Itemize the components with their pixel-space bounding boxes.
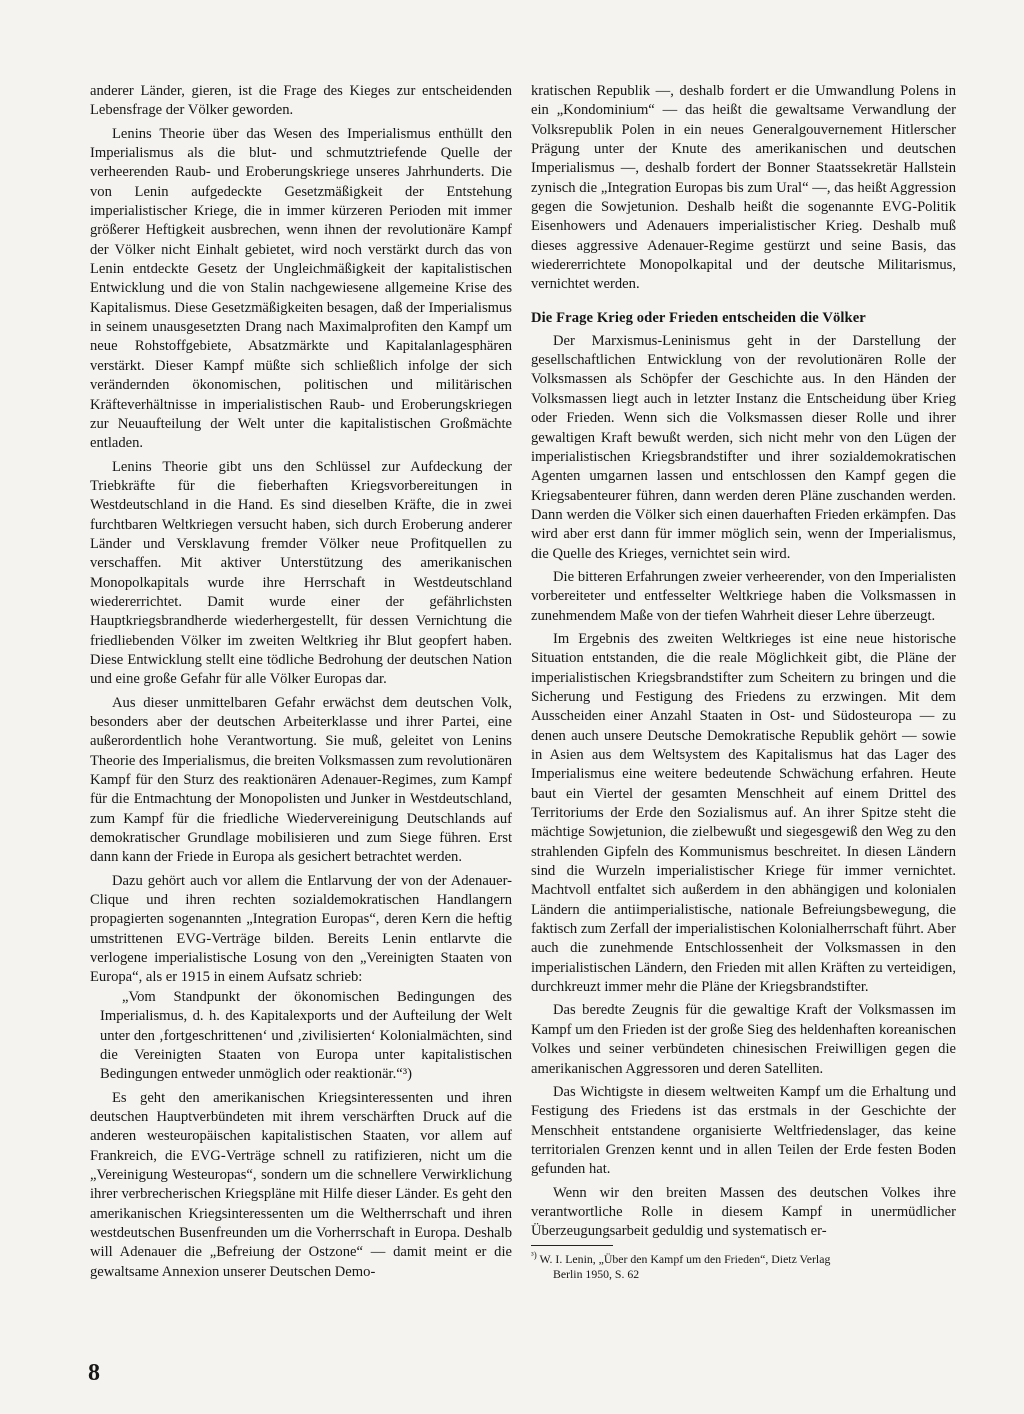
paragraph: Dazu gehört auch vor allem die Entlarvung der von der Adenauer-Clique und ihren rechten sozialdemokratischen Handlangern propagierten sogenannten „Integration Europas“, deren Kern die heftig umstrittenen EVG-Verträge bilden. Bereits Lenin entlarvte die verlogene imperialistische Losung von den „Vereinigten Staaten von Europa“, als er 1915 in einem Aufsatz schrieb:	[90, 872, 512, 986]
footnote	[531, 1248, 956, 1282]
page-number: 8	[88, 1360, 100, 1386]
paragraph: Lenins Theorie gibt uns den Schlüssel zur Aufdeckung der Triebkräfte für die fieberhaften Kriegsvorbereitungen in Westdeutschland in die Hand. Es sind dieselben Kräfte, die in zwei furchtbaren Weltkriegen versucht haben, sich durch Eroberung anderer Länder und Versklavung fremder Völker neue Profitquellen zu verschaffen. Mit aktiver Unterstützung des amerikanischen Monopolkapitals wurde ihre Herrschaft in Westdeutschland wiedererrichtet. Damit wurde einer der gefährlichsten Hauptkriegsbrandherde wiederhergestellt, für dessen Vernichtung die friedliebenden Völker im zweiten Weltkrieg ihr Blut geopfert haben. Diese Entwicklung stellt eine tödliche Bedrohung der deutschen Nation und eine große Gefahr für alle Völker Europas dar.	[90, 458, 512, 688]
right-column	[531, 82, 956, 1282]
paragraph: Das beredte Zeugnis für die gewaltige Kraft der Volksmassen im Kampf um den Frieden ist der große Sieg des heldenhaften koreanischen Volkes und seiner verbündeten chinesischen Freiwilligen gegen die amerikanischen Aggressoren und deren Satelliten.	[531, 1002, 956, 1077]
footnote-divider	[531, 1245, 613, 1246]
paragraph: anderer Länder, gieren, ist die Frage des Kieges zur entscheidenden Lebensfrage der Völker geworden.	[90, 83, 512, 119]
footnote-text-line1: W. I. Lenin, „Über den Kampf um den Frieden“, Dietz Verlag	[539, 1251, 831, 1266]
block-quote: „Vom Standpunkt der ökonomischen Bedingungen des Imperialismus, d. h. des Kapitalexports und der Aufteilung der Welt unter den ‚fortgeschrittenen‘ und ‚zivilisierten‘ Kolonialmächten, sind die Vereinigten Staaten von Europa unter kapitalistischen Bedingungen entweder unmöglich oder reaktionär.“³)	[100, 988, 512, 1083]
paragraph: Aus dieser unmittelbaren Gefahr erwächst dem deutschen Volk, besonders aber der deutschen Arbeiterklasse und ihrer Partei, eine außerordentlich hohe Verantwortung. Sie muß, geleitet von Lenins Theorie des Imperialismus, die breiten Volksmassen zum revolutionären Kampf für den Sturz des reaktionären Adenauer-Regimes, zum Kampf für die Entmachtung der Monopolisten und Junker in Westdeutschland, zum Kampf für die friedliche Wiedervereinigung Deutschlands auf demokratischer Grundlage mobilisieren und zum Siege führen. Erst dann kann der Friede in Europa als gesichert betrachtet werden.	[90, 694, 512, 866]
paragraph: kratischen Republik —, deshalb fordert er die Umwandlung Polens in ein „Kondominium“ — das heißt die gewaltsame Verwandlung der Volksrepublik Polen in ein neues Generalgouvernement Hitlerscher Prägung unter der Knute des amerikanischen und deutschen Imperialismus —, deshalb fordert der Bonner Staatssekretär Hallstein zynisch die „Integration Europas bis zum Ural“ —, das heißt Aggression gegen die Sowjetunion. Deshalb heißt die sogenannte EVG-Politik Eisenhowers und Adenauers imperialistischer Krieg. Deshalb muß dieses aggressive Adenauer-Regime gestürzt und seine Basis, das wiedererrichtete Monopolkapital und der deutsche Militarismus, vernichtet werden.	[531, 83, 956, 293]
paragraph: Das Wichtigste in diesem weltweiten Kampf um die Erhaltung und Festigung des Friedens ist das erstmals in der Geschichte der Menschheit entstandene organisierte Weltfriedenslager, das keine territorialen Grenzen kennt und in allen Teilen der Erde festen Boden gefunden hat.	[531, 1083, 956, 1178]
section-heading: Die Frage Krieg oder Frieden entscheiden die Völker	[531, 309, 866, 326]
left-column	[90, 82, 512, 1282]
footnote-text-line2: Berlin 1950, S. 62	[553, 1266, 640, 1281]
paragraph: Es geht den amerikanischen Kriegsinteressenten und ihren deutschen Hauptverbündeten mit ihrem verschärften Druck auf die anderen westeuropäischen kapitalistischen Staaten, vor allem auf Frankreich, die EVG-Verträge schnell zu ratifizieren, nicht um die „Vereinigung Westeuropas“, sondern um die schnellere Verwirklichung ihrer verbrecherischen Kriegspläne mit Hilfe dieser Länder. Es geht den amerikanischen Kriegsinteressenten um die Weltherrschaft und ihren westdeutschen Busenfreunden um die Vorherrschaft in Europa. Deshalb will Adenauer die „Befreiung der Ostzone“ — damit meint er die gewaltsame Annexion unserer Deutschen Demo-	[90, 1089, 512, 1280]
paragraph: Die bitteren Erfahrungen zweier verheerender, von den Imperialisten vorbereiteter und entfesselter Weltkriege haben die Volksmassen in zunehmendem Maße von der tiefen Wahrheit dieser Lehre überzeugt.	[531, 568, 956, 624]
footnote-marker: ³)	[531, 1249, 537, 1260]
paragraph: Lenins Theorie über das Wesen des Imperialismus enthüllt den Imperialismus als die blut- und schmutztriefende Quelle der verheerenden Raub- und Eroberungskriege unseres Jahrhunderts. Die von Lenin aufgedeckte Gesetzmäßigkeit der Entstehung imperialistischer Kriege, die in immer kürzeren Perioden mit immer größerer Heftigkeit ausbrechen, wenn ihnen der revolutionäre Kampf der Völker nicht Einhalt gebietet, wird noch verstärkt durch das von Lenin entdeckte Gesetz der Ungleichmäßigkeit der kapitalistischen Entwicklung und die von Stalin nachgewiesene allgemeine Krise des Kapitalismus. Diese Gesetzmäßigkeiten besagen, daß der Imperialismus in seinem unausgesetzten Drang nach Maximalprofiten den Kampf um neue Rohstoffgebiete, Absatzmärkte und Kapitalanlagesphären verstärkt. Dieser Kampf müßte sich schließlich infolge der sich verändernden ökonomischen, politischen und militärischen Kräfteverhältnisse in imperialistischen Raub- und Eroberungskriegen zur Neuaufteilung der Welt unter die kapitalistischen Großmächte entladen.	[90, 125, 512, 452]
paragraph: Wenn wir den breiten Massen des deutschen Volkes ihre verantwortliche Rolle in diesem Kampf in unermüdlicher Überzeugungsarbeit geduldig und systematisch er-	[531, 1184, 956, 1240]
paragraph: Der Marxismus-Leninismus geht in der Darstellung der gesellschaftlichen Entwicklung von der revolutionären Rolle der Volksmassen als Schöpfer der Geschichte aus. In den Händen der Volksmassen liegt auch in letzter Instanz die Entscheidung über Krieg oder Frieden. Wenn sich die Volksmassen dieser Rolle und ihrer gewaltigen Kraft bewußt werden, sich nicht mehr von den Lügen der imperialistischen Kriegsbrandstifter und ihrer sozialdemokratischen Agenten umgarnen lassen und entschlossen den Kampf gegen die Kriegsabenteurer führen, dann werden deren Pläne zuschanden werden. Dann werden die Völker sich einen dauerhaften Frieden erkämpfen. Das wird aber erst dann für immer möglich sein, wenn der Imperialismus, die Quelle des Krieges, vernichtet sein wird.	[531, 332, 956, 562]
paragraph: Im Ergebnis des zweiten Weltkrieges ist eine neue historische Situation entstanden, die die reale Möglichkeit gibt, die Pläne der imperialistischen Kriegsbrandstifter zum Scheitern zu bringen und die Sicherung und Festigung des Friedens zu erzwingen. Mit dem Ausscheiden einer Anzahl Staaten in Ost- und Südosteuropa — zu denen auch unsere Deutsche Demokratische Republik gehört — sowie in Asien aus dem Weltsystem des Kapitalismus hat das Lager des Imperialismus eine weitere bedeutende Schwächung erfahren. Heute baut ein Viertel der gesamten Menschheit auf einem Drittel des Territoriums der Erde den Sozialismus auf. An ihrer Spitze steht die mächtige Sowjetunion, die zielbewußt und siegesgewiß den Weg zu den strahlenden Gipfeln des Kommunismus beschreitet. In diesen Ländern sind die Wurzeln imperialistischer Kriege für immer vernichtet. Machtvoll entfaltet sich außerdem in den abhängigen und kolonialen Ländern die antiimperialistische, nationale Befreiungsbewegung, die faktisch zum Zerfall der imperialistischen Kolonialherrschaft führt. Aber auch die zunehmende Entschlossenheit der Volksmassen in den imperialistischen Ländern, den Frieden mit allen Kräften zu verteidigen, durchkreuzt immer mehr die Pläne der Kriegsbrandstifter.	[531, 630, 956, 996]
